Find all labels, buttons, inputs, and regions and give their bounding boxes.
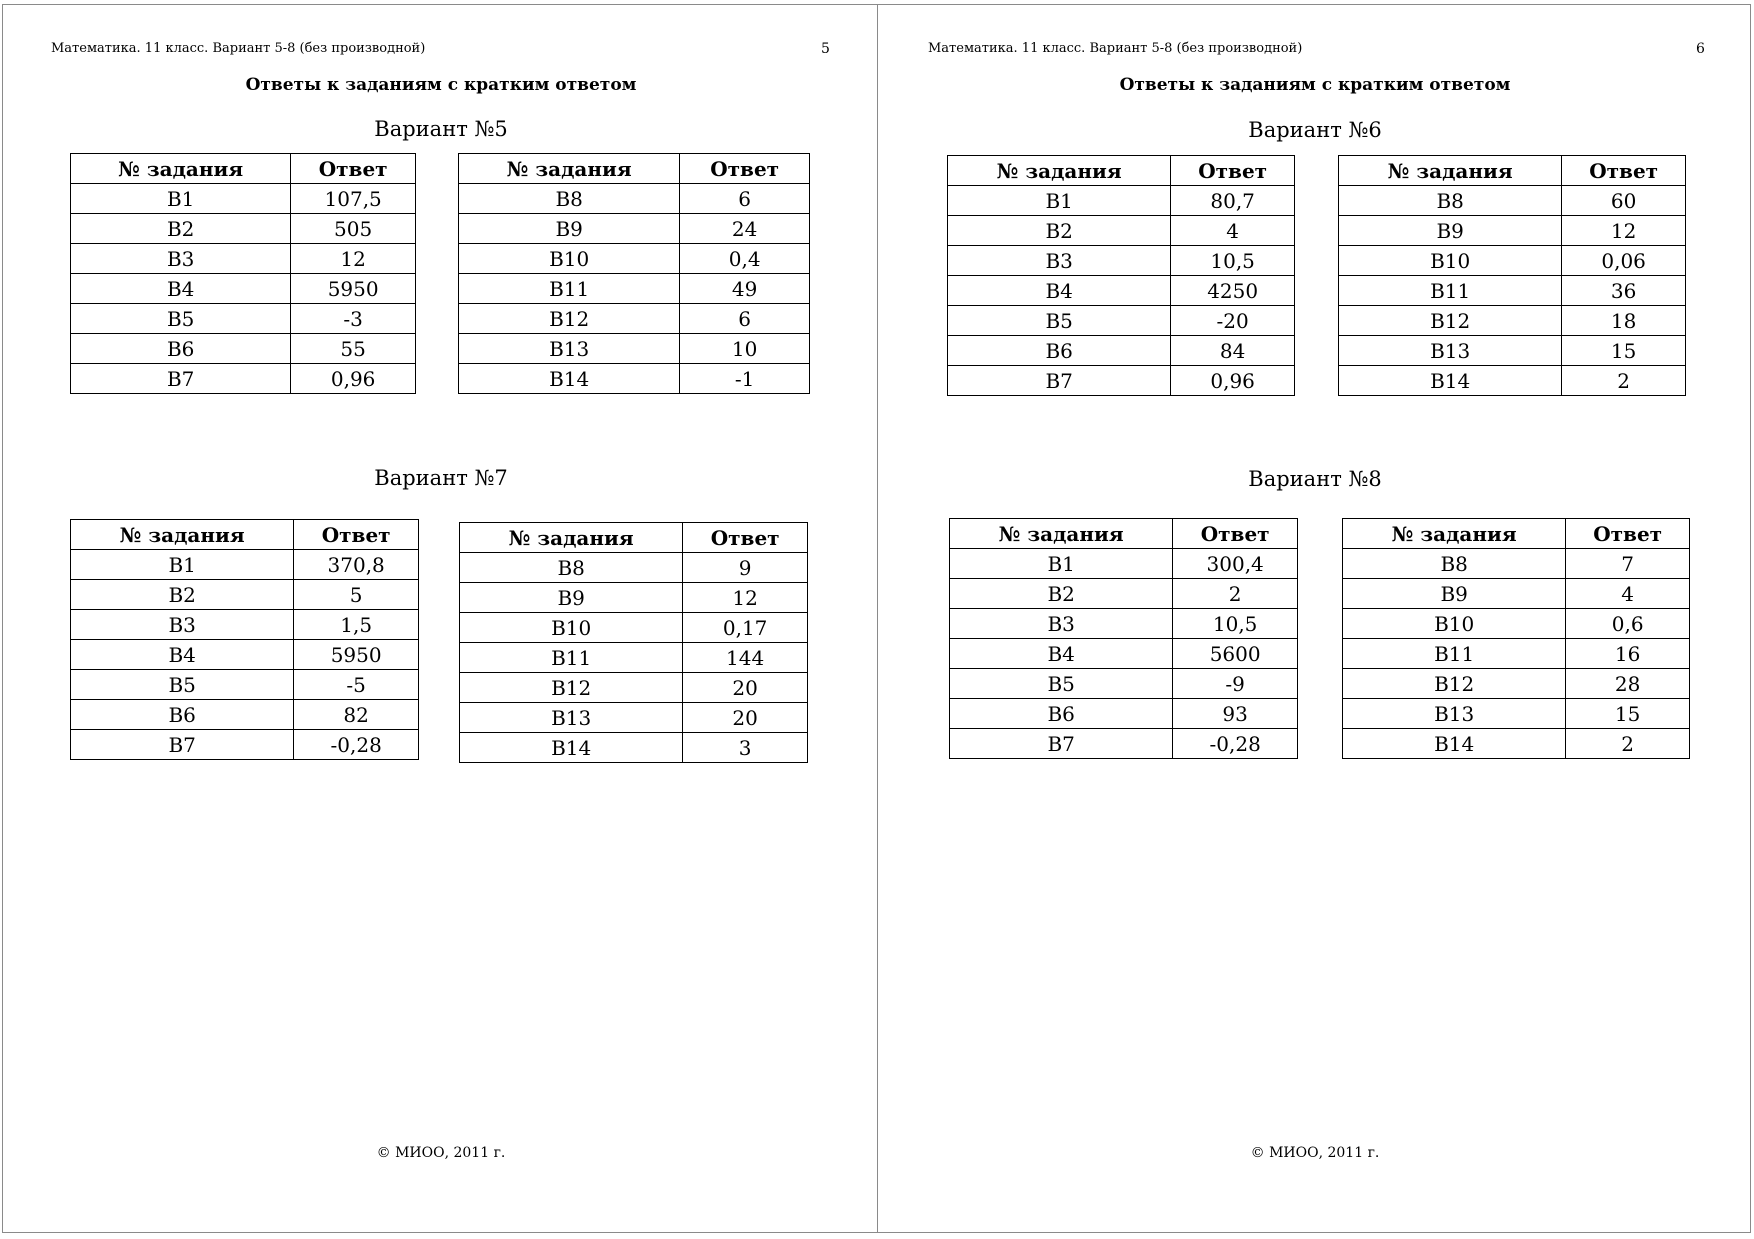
task-cell: B3 [71, 244, 291, 274]
answer-cell: 10,5 [1173, 609, 1298, 639]
page-5 [2, 4, 878, 1233]
task-cell: B14 [459, 364, 680, 394]
table-header-row [1343, 519, 1690, 549]
table-header-row [71, 520, 419, 550]
column-header: № задания [1339, 156, 1562, 186]
answer-cell: 9 [683, 553, 808, 583]
task-cell: B8 [1343, 549, 1566, 579]
answer-cell: 12 [291, 244, 416, 274]
task-cell: B12 [460, 673, 683, 703]
task-cell: B2 [950, 579, 1173, 609]
page-header: Математика. 11 класс. Вариант 5-8 (без производной) [51, 41, 426, 56]
task-cell: B3 [950, 609, 1173, 639]
answer-cell: 60 [1562, 186, 1686, 216]
answer-cell: 5600 [1173, 639, 1298, 669]
table-row [71, 580, 419, 610]
variant-title: Вариант №5 [374, 117, 508, 141]
page-6 [877, 4, 1751, 1233]
column-header: № задания [71, 520, 294, 550]
table-row [71, 364, 416, 394]
answer-cell: 5950 [294, 640, 419, 670]
table-header-row [71, 154, 416, 184]
answer-cell: 5 [294, 580, 419, 610]
task-cell: B4 [71, 640, 294, 670]
answer-table [459, 522, 808, 763]
task-cell: B8 [1339, 186, 1562, 216]
table-row [71, 670, 419, 700]
task-cell: B3 [948, 246, 1171, 276]
task-cell: B14 [1339, 366, 1562, 396]
page-title: Ответы к заданиям с кратким ответом [245, 75, 637, 95]
table-row [71, 274, 416, 304]
task-cell: B13 [1343, 699, 1566, 729]
task-cell: B9 [459, 214, 680, 244]
table-row [948, 336, 1295, 366]
task-cell: B1 [71, 550, 294, 580]
answer-cell: 12 [1562, 216, 1686, 246]
answer-cell: -1 [680, 364, 810, 394]
column-header: Ответ [1562, 156, 1686, 186]
answer-cell: 4 [1171, 216, 1295, 246]
page-header: Математика. 11 класс. Вариант 5-8 (без производной) [928, 41, 1303, 56]
table-row [950, 669, 1298, 699]
table-row [1343, 669, 1690, 699]
answer-cell: 370,8 [294, 550, 419, 580]
answer-cell: 0,4 [680, 244, 810, 274]
task-cell: B6 [948, 336, 1171, 366]
answer-cell: 300,4 [1173, 549, 1298, 579]
task-cell: B6 [71, 334, 291, 364]
task-cell: B9 [1339, 216, 1562, 246]
variant-title: Вариант №6 [1248, 118, 1382, 142]
answer-cell: -9 [1173, 669, 1298, 699]
task-cell: B5 [71, 670, 294, 700]
column-header: Ответ [680, 154, 810, 184]
task-cell: B1 [71, 184, 291, 214]
task-cell: B13 [459, 334, 680, 364]
table-row [1339, 216, 1686, 246]
answer-cell: 4 [1566, 579, 1690, 609]
table-row [1343, 699, 1690, 729]
answer-cell: 505 [291, 214, 416, 244]
answer-cell: 15 [1566, 699, 1690, 729]
table-row [460, 583, 808, 613]
answer-cell: 4250 [1171, 276, 1295, 306]
answer-cell: 3 [683, 733, 808, 763]
column-header: № задания [1343, 519, 1566, 549]
task-cell: B3 [71, 610, 294, 640]
table-row [948, 366, 1295, 396]
table-row [950, 729, 1298, 759]
table-row [459, 334, 810, 364]
task-cell: B12 [459, 304, 680, 334]
table-row [1339, 186, 1686, 216]
answer-cell: 107,5 [291, 184, 416, 214]
table-header-row [460, 523, 808, 553]
task-cell: B8 [459, 184, 680, 214]
answer-table [1342, 518, 1690, 759]
table-row [1343, 609, 1690, 639]
answer-cell: 0,6 [1566, 609, 1690, 639]
task-cell: B9 [1343, 579, 1566, 609]
answer-cell: 20 [683, 673, 808, 703]
task-cell: B5 [950, 669, 1173, 699]
column-header: № задания [71, 154, 291, 184]
answer-cell: 93 [1173, 699, 1298, 729]
task-cell: B13 [460, 703, 683, 733]
table-row [1339, 336, 1686, 366]
table-row [950, 579, 1298, 609]
answer-table [458, 153, 810, 394]
answer-table [70, 519, 419, 760]
column-header: Ответ [294, 520, 419, 550]
task-cell: B12 [1343, 669, 1566, 699]
table-row [71, 550, 419, 580]
task-cell: B4 [71, 274, 291, 304]
answer-cell: -5 [294, 670, 419, 700]
table-row [950, 699, 1298, 729]
answer-cell: 12 [683, 583, 808, 613]
answer-cell: 36 [1562, 276, 1686, 306]
page-number: 5 [821, 41, 830, 57]
answer-cell: 2 [1562, 366, 1686, 396]
table-row [71, 730, 419, 760]
answer-cell: -0,28 [1173, 729, 1298, 759]
answer-cell: 2 [1566, 729, 1690, 759]
table-row [459, 304, 810, 334]
table-row [459, 214, 810, 244]
table-row [460, 733, 808, 763]
answer-cell: 7 [1566, 549, 1690, 579]
task-cell: B10 [1343, 609, 1566, 639]
table-row [71, 184, 416, 214]
task-cell: B2 [948, 216, 1171, 246]
table-row [459, 184, 810, 214]
task-cell: B5 [948, 306, 1171, 336]
table-header-row [948, 156, 1295, 186]
answer-cell: 6 [680, 184, 810, 214]
task-cell: B11 [460, 643, 683, 673]
page-number: 6 [1696, 41, 1705, 57]
answer-table [1338, 155, 1686, 396]
column-header: № задания [460, 523, 683, 553]
table-row [71, 640, 419, 670]
answer-cell: 84 [1171, 336, 1295, 366]
variant-title: Вариант №8 [1248, 467, 1382, 491]
answer-cell: -20 [1171, 306, 1295, 336]
table-header-row [459, 154, 810, 184]
table-row [71, 244, 416, 274]
table-row [950, 609, 1298, 639]
task-cell: B9 [460, 583, 683, 613]
answer-cell: 49 [680, 274, 810, 304]
task-cell: B6 [71, 700, 294, 730]
answer-cell: 0,06 [1562, 246, 1686, 276]
task-cell: B5 [71, 304, 291, 334]
answer-cell: 2 [1173, 579, 1298, 609]
answer-cell: 1,5 [294, 610, 419, 640]
table-row [1339, 246, 1686, 276]
column-header: Ответ [291, 154, 416, 184]
answer-cell: 10,5 [1171, 246, 1295, 276]
table-row [1343, 639, 1690, 669]
task-cell: B4 [948, 276, 1171, 306]
column-header: Ответ [1566, 519, 1690, 549]
table-row [950, 639, 1298, 669]
answer-cell: 0,17 [683, 613, 808, 643]
task-cell: B11 [459, 274, 680, 304]
table-row [71, 334, 416, 364]
table-row [460, 673, 808, 703]
task-cell: B7 [71, 730, 294, 760]
table-row [459, 274, 810, 304]
column-header: Ответ [1171, 156, 1295, 186]
answer-cell: 10 [680, 334, 810, 364]
table-row [460, 703, 808, 733]
table-row [950, 549, 1298, 579]
task-cell: B11 [1343, 639, 1566, 669]
task-cell: B14 [1343, 729, 1566, 759]
answer-cell: 24 [680, 214, 810, 244]
table-row [948, 306, 1295, 336]
table-row [1343, 729, 1690, 759]
table-row [71, 214, 416, 244]
answer-cell: -0,28 [294, 730, 419, 760]
answer-cell: 5950 [291, 274, 416, 304]
table-row [1343, 579, 1690, 609]
column-header: № задания [950, 519, 1173, 549]
answer-cell: 0,96 [1171, 366, 1295, 396]
task-cell: B6 [950, 699, 1173, 729]
table-row [948, 246, 1295, 276]
answer-cell: 18 [1562, 306, 1686, 336]
table-row [71, 700, 419, 730]
answer-cell: 144 [683, 643, 808, 673]
answer-cell: 0,96 [291, 364, 416, 394]
answer-cell: -3 [291, 304, 416, 334]
column-header: Ответ [683, 523, 808, 553]
task-cell: B14 [460, 733, 683, 763]
table-header-row [1339, 156, 1686, 186]
page-title: Ответы к заданиям с кратким ответом [1119, 75, 1511, 95]
table-header-row [950, 519, 1298, 549]
variant-title: Вариант №7 [374, 466, 508, 490]
answer-cell: 82 [294, 700, 419, 730]
table-row [948, 216, 1295, 246]
answer-cell: 16 [1566, 639, 1690, 669]
page-footer: © МИОО, 2011 г. [1250, 1145, 1380, 1161]
task-cell: B7 [71, 364, 291, 394]
task-cell: B7 [948, 366, 1171, 396]
task-cell: B2 [71, 214, 291, 244]
table-row [460, 553, 808, 583]
table-row [460, 643, 808, 673]
table-row [459, 364, 810, 394]
table-row [459, 244, 810, 274]
table-row [460, 613, 808, 643]
task-cell: B2 [71, 580, 294, 610]
answer-table [70, 153, 416, 394]
table-row [1339, 276, 1686, 306]
task-cell: B10 [459, 244, 680, 274]
answer-table [949, 518, 1298, 759]
task-cell: B4 [950, 639, 1173, 669]
task-cell: B1 [950, 549, 1173, 579]
page-footer: © МИОО, 2011 г. [376, 1145, 506, 1161]
answer-cell: 15 [1562, 336, 1686, 366]
column-header: № задания [948, 156, 1171, 186]
task-cell: B10 [1339, 246, 1562, 276]
task-cell: B10 [460, 613, 683, 643]
table-row [71, 304, 416, 334]
answer-cell: 80,7 [1171, 186, 1295, 216]
task-cell: B8 [460, 553, 683, 583]
table-row [948, 186, 1295, 216]
task-cell: B12 [1339, 306, 1562, 336]
table-row [948, 276, 1295, 306]
answer-cell: 20 [683, 703, 808, 733]
task-cell: B7 [950, 729, 1173, 759]
answer-cell: 55 [291, 334, 416, 364]
column-header: Ответ [1173, 519, 1298, 549]
task-cell: B11 [1339, 276, 1562, 306]
task-cell: B13 [1339, 336, 1562, 366]
answer-table [947, 155, 1295, 396]
answer-cell: 6 [680, 304, 810, 334]
task-cell: B1 [948, 186, 1171, 216]
table-row [1343, 549, 1690, 579]
table-row [1339, 366, 1686, 396]
table-row [1339, 306, 1686, 336]
table-row [71, 610, 419, 640]
answer-cell: 28 [1566, 669, 1690, 699]
column-header: № задания [459, 154, 680, 184]
